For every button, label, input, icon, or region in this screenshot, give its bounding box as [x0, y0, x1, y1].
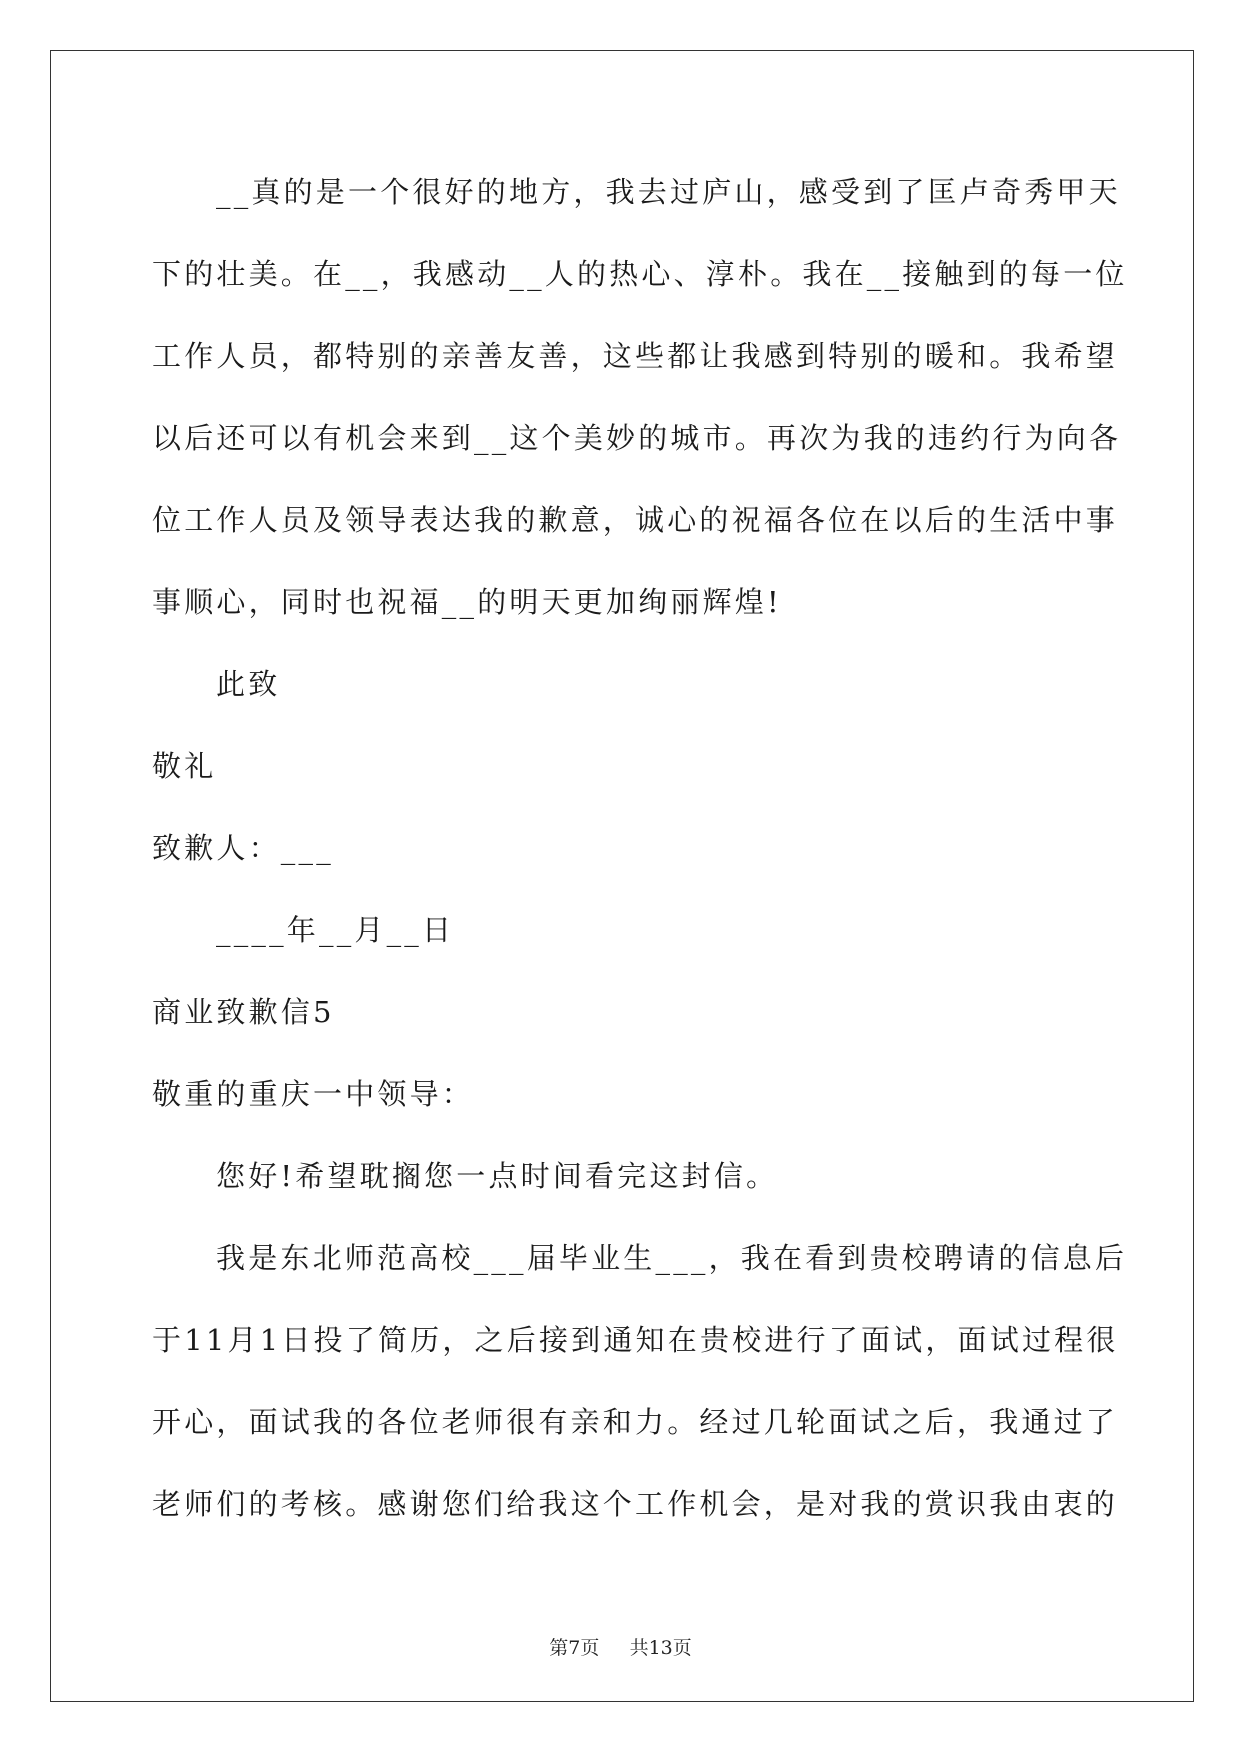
- paragraph-line: 我是东北师范高校___届毕业生___，我在看到贵校聘请的信息后: [216, 1241, 1128, 1275]
- signature-line: 致歉人：___: [152, 831, 334, 865]
- paragraph-line: 您好!希望耽搁您一点时间看完这封信。: [216, 1159, 779, 1193]
- paragraph-line: 事顺心，同时也祝福__的明天更加绚丽辉煌!: [152, 585, 782, 619]
- paragraph-line: 于11月1日投了简历，之后接到通知在贵校进行了面试，面试过程很: [152, 1323, 1119, 1357]
- letter-greeting: 敬重的重庆一中领导：: [152, 1077, 475, 1111]
- date-line: ____年__月__日: [216, 913, 455, 947]
- document-body: [152, 164, 1128, 1558]
- paragraph-line: 工作人员，都特别的亲善友善，这些都让我感到特别的暖和。我希望: [152, 339, 1119, 373]
- salutation-closing: 敬礼: [152, 749, 217, 783]
- page-total: 共13页: [629, 1637, 692, 1659]
- footer-spacer: [605, 1637, 623, 1659]
- paragraph-line: __真的是一个很好的地方，我去过庐山，感受到了匡卢奇秀甲天: [216, 175, 1121, 209]
- paragraph-line: 下的壮美。在__，我感动__人的热心、淳朴。我在__接触到的每一位: [152, 257, 1128, 291]
- closing-phrase: 此致: [216, 667, 281, 701]
- paragraph-line: 位工作人员及领导表达我的歉意，诚心的祝福各位在以后的生活中事: [152, 503, 1119, 537]
- page-footer: [0, 1633, 1241, 1660]
- page-number: 第7页: [549, 1637, 600, 1659]
- paragraph-line: 开心，面试我的各位老师很有亲和力。经过几轮面试之后，我通过了: [152, 1405, 1119, 1439]
- paragraph-line: 老师们的考核。感谢您们给我这个工作机会，是对我的赏识我由衷的: [152, 1487, 1119, 1521]
- paragraph-line: 以后还可以有机会来到__这个美妙的城市。再次为我的违约行为向各: [152, 421, 1122, 455]
- section-title: 商业致歉信5: [152, 995, 335, 1029]
